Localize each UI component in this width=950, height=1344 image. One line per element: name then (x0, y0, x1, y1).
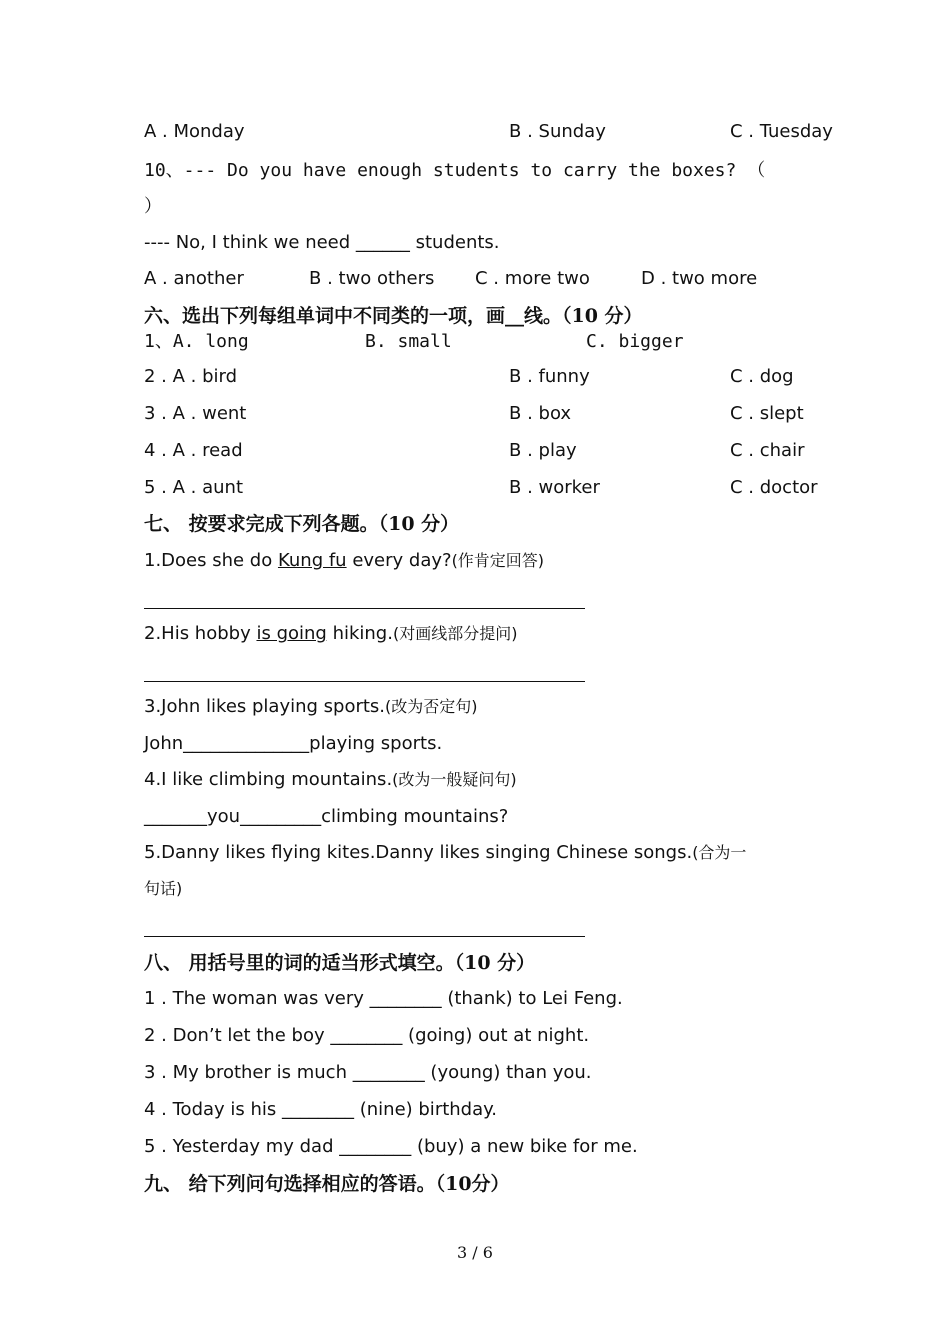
q1-underlined: Kung fu (277, 550, 347, 571)
section8-heading: 八、 用括号里的词的适当形式填空。（10 分） (144, 952, 536, 974)
row3-option-a: 3 . A . went (144, 403, 247, 424)
section7-q5-note-cont: 句话) (144, 879, 183, 898)
q4-text: 4.I like climbing mountains. (144, 769, 393, 790)
q5-text: 5.Danny likes flying kites.Danny likes singing Chinese songs. (144, 842, 693, 863)
q9-option-a: A . Monday (144, 121, 245, 142)
q2-text-post: hiking. (326, 623, 393, 644)
row5-option-c: C . doctor (730, 477, 818, 498)
section7-q2 (144, 622, 517, 646)
q10-option-b: B . two others (309, 268, 435, 289)
section9-heading: 九、 给下列问句选择相应的答语。（10分） (144, 1173, 510, 1195)
q10-answer: ---- No, I think we need ______ students. (144, 232, 500, 253)
q1-text-pre: 1.Does she do (144, 550, 278, 571)
row5-option-b: B . worker (509, 477, 600, 498)
q9-option-b: B . Sunday (509, 121, 606, 142)
q1-text-post: every day? (346, 550, 452, 571)
section6-row-3 (144, 402, 804, 426)
page-number: 3 / 6 (457, 1243, 493, 1262)
q10-option-c: C . more two (475, 268, 590, 289)
section6-row-1 (144, 330, 684, 354)
row4-option-a: 4 . A . read (144, 440, 243, 461)
section6-row-2 (144, 365, 794, 389)
row1-option-b: B. small (365, 331, 452, 352)
row2-option-b: B . funny (509, 366, 590, 387)
row2-option-c: C . dog (730, 366, 794, 387)
section8-item-3: 3 . My brother is much ________ (young) than you. (144, 1062, 592, 1083)
section8-item-5: 5 . Yesterday my dad ________ (buy) a new bike for me. (144, 1136, 638, 1157)
row1-option-a: 1、A. long (144, 331, 249, 352)
section8-item-1: 1 . The woman was very ________ (thank) to Lei Feng. (144, 988, 623, 1009)
q9-options (144, 120, 833, 144)
q10-options (144, 267, 758, 291)
section7-q5 (144, 841, 746, 865)
answer-line-2 (144, 681, 585, 682)
q4-note: (改为一般疑问句) (392, 770, 517, 789)
q10-paren-close: ） (144, 196, 162, 217)
section7-q3-answer: John______________playing sports. (144, 733, 443, 754)
row5-option-a: 5 . A . aunt (144, 477, 243, 498)
row2-option-a: 2 . A . bird (144, 366, 238, 387)
row4-option-b: B . play (509, 440, 577, 461)
section7-heading: 七、 按要求完成下列各题。（10 分） (144, 513, 460, 535)
q10-question: 10、--- Do you have enough students to carry the boxes? （ (144, 160, 766, 181)
section8-item-2: 2 . Don’t let the boy ________ (going) out at night. (144, 1025, 590, 1046)
section6-heading: 六、选出下列每组单词中不同类的一项，画__线。（10 分） (144, 305, 643, 327)
section6-row-5 (144, 476, 818, 500)
row3-option-c: C . slept (730, 403, 804, 424)
q3-note: (改为否定句) (385, 697, 478, 716)
section7-q4 (144, 768, 517, 792)
q2-underlined: is going (256, 623, 327, 644)
section8-item-4: 4 . Today is his ________ (nine) birthday. (144, 1099, 497, 1120)
row4-option-c: C . chair (730, 440, 805, 461)
section7-q3 (144, 695, 478, 719)
section6-row-4 (144, 439, 805, 463)
q10-option-a: A . another (144, 268, 244, 289)
q3-text: 3.John likes playing sports. (144, 696, 386, 717)
q2-text-pre: 2.His hobby (144, 623, 257, 644)
row3-option-b: B . box (509, 403, 572, 424)
row1-option-c: C. bigger (586, 331, 684, 352)
section7-q4-answer: _______you_________climbing mountains? (144, 806, 509, 827)
q9-option-c: C . Tuesday (730, 121, 833, 142)
q5-note: (合为一 (692, 843, 747, 862)
answer-line-5 (144, 936, 585, 937)
section7-q1 (144, 549, 544, 573)
q1-note: (作肯定回答) (451, 551, 545, 570)
answer-line-1 (144, 608, 585, 609)
q10-option-d: D . two more (641, 268, 758, 289)
q2-note: (对画线部分提问) (392, 624, 518, 643)
